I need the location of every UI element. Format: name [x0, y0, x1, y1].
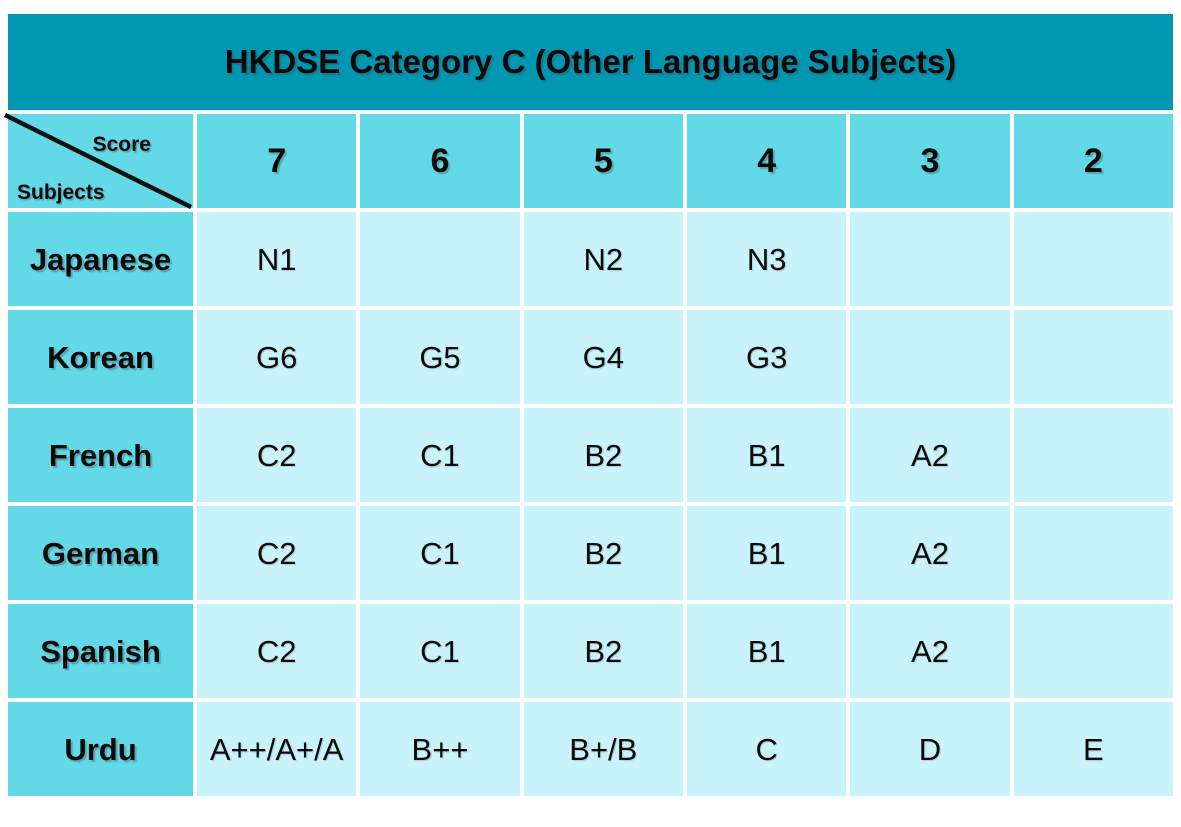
subject-row-header: French — [8, 408, 193, 502]
score-column-header: 3 — [850, 114, 1009, 208]
grade-cell: A2 — [850, 604, 1009, 698]
corner-header-cell — [8, 114, 193, 208]
score-column-header: 4 — [687, 114, 846, 208]
grade-cell: C2 — [197, 604, 356, 698]
grade-cell — [850, 310, 1009, 404]
score-column-header: 7 — [197, 114, 356, 208]
grade-cell — [850, 212, 1009, 306]
grade-cell: C1 — [360, 408, 519, 502]
grade-cell: C — [687, 702, 846, 796]
grade-cell — [1014, 212, 1173, 306]
grade-cell: D — [850, 702, 1009, 796]
grade-cell: B1 — [687, 408, 846, 502]
grade-cell — [1014, 310, 1173, 404]
grade-cell: B2 — [524, 506, 683, 600]
hkdse-category-c-table — [8, 14, 1173, 796]
grade-cell: G3 — [687, 310, 846, 404]
subject-row-header: Spanish — [8, 604, 193, 698]
grade-cell: B2 — [524, 604, 683, 698]
grade-cell — [1014, 408, 1173, 502]
score-column-header: 2 — [1014, 114, 1173, 208]
grade-cell: A++/A+/A — [197, 702, 356, 796]
grade-cell: C2 — [197, 506, 356, 600]
score-column-header: 5 — [524, 114, 683, 208]
grade-cell — [1014, 506, 1173, 600]
grade-cell: B1 — [687, 506, 846, 600]
subject-row-header: German — [8, 506, 193, 600]
grade-cell: G6 — [197, 310, 356, 404]
grade-cell: N3 — [687, 212, 846, 306]
grade-cell: N1 — [197, 212, 356, 306]
grade-cell: B1 — [687, 604, 846, 698]
grade-cell: A2 — [850, 506, 1009, 600]
subject-row-header: Urdu — [8, 702, 193, 796]
grade-cell — [360, 212, 519, 306]
grade-cell: C1 — [360, 604, 519, 698]
table-title: HKDSE Category C (Other Language Subjects) — [8, 14, 1173, 110]
table-grid — [8, 114, 1173, 796]
grade-cell: A2 — [850, 408, 1009, 502]
grade-cell: C2 — [197, 408, 356, 502]
score-column-header: 6 — [360, 114, 519, 208]
score-axis-label: Score — [92, 133, 151, 156]
grade-cell: B2 — [524, 408, 683, 502]
grade-cell: N2 — [524, 212, 683, 306]
grade-cell: G4 — [524, 310, 683, 404]
grade-cell: B++ — [360, 702, 519, 796]
subjects-axis-label: Subjects — [17, 181, 105, 204]
grade-cell — [1014, 604, 1173, 698]
grade-cell: E — [1014, 702, 1173, 796]
subject-row-header: Japanese — [8, 212, 193, 306]
grade-cell: G5 — [360, 310, 519, 404]
grade-cell: C1 — [360, 506, 519, 600]
grade-cell: B+/B — [524, 702, 683, 796]
subject-row-header: Korean — [8, 310, 193, 404]
